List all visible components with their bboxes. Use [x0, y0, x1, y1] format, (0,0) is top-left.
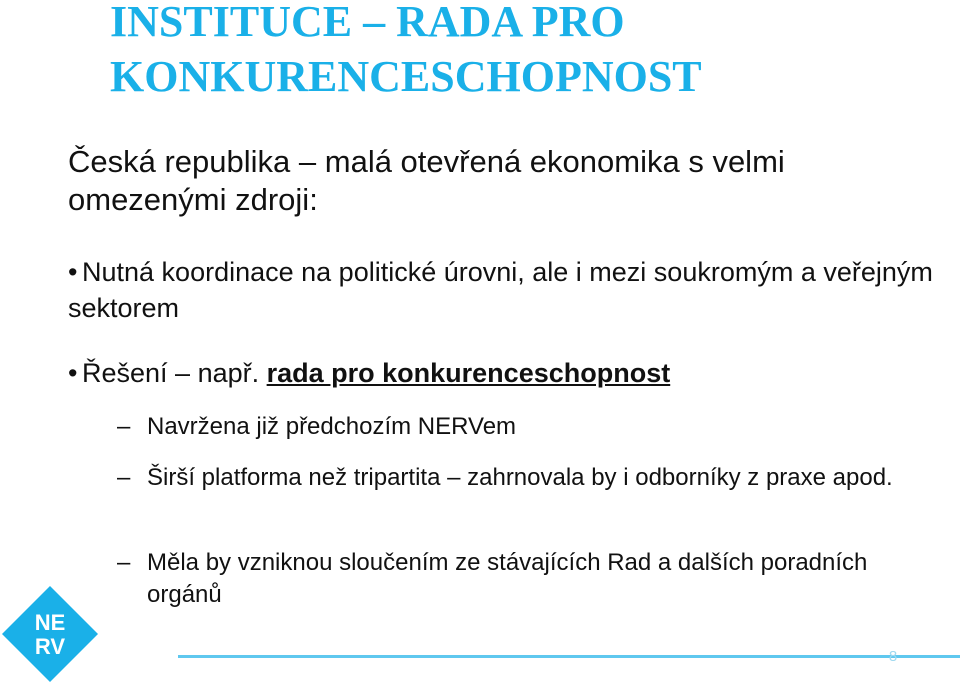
bullet-coordination-text: Nutná koordinace na politické úrovni, ale i mezi soukromým a veřejným sektorem — [68, 257, 933, 323]
subitem-proposed — [117, 411, 927, 443]
intro-text: Česká republika – malá otevřená ekonomika s velmi omezenými zdroji: — [68, 144, 785, 217]
bullet-coordination — [68, 254, 938, 326]
bullet-solution-emphasis: rada pro konkurenceschopnost — [266, 358, 671, 388]
footer-divider — [178, 655, 960, 658]
subitem-proposed-text: Navržena již předchozím NERVem — [147, 413, 517, 440]
bullet-marker: • — [68, 358, 78, 388]
subitem-platform — [117, 462, 927, 494]
nerv-logo-text-top: NE — [34, 610, 66, 635]
subitem-marker: – — [117, 413, 131, 440]
bullet-solution — [68, 355, 938, 391]
subitem-merger-text: Měla by vzniknou sloučením ze stávajících Rad a dalších poradních orgánů — [147, 549, 868, 608]
nerv-logo — [0, 584, 100, 684]
subitem-merger — [117, 547, 927, 611]
bullet-solution-text: Řešení – např. — [82, 358, 267, 388]
nerv-logo-text-bottom: RV — [34, 634, 66, 659]
page-number: 8 — [888, 648, 898, 665]
subitem-marker: – — [117, 549, 131, 576]
subitem-platform-text: Širší platforma než tripartita – zahrnovala by i odborníky z praxe apod. — [147, 464, 893, 491]
bullet-marker: • — [68, 257, 78, 287]
slide-title: INSTITUCE – RADA PRO KONKURENCESCHOPNOST — [110, 0, 702, 101]
subitem-marker: – — [117, 464, 131, 491]
